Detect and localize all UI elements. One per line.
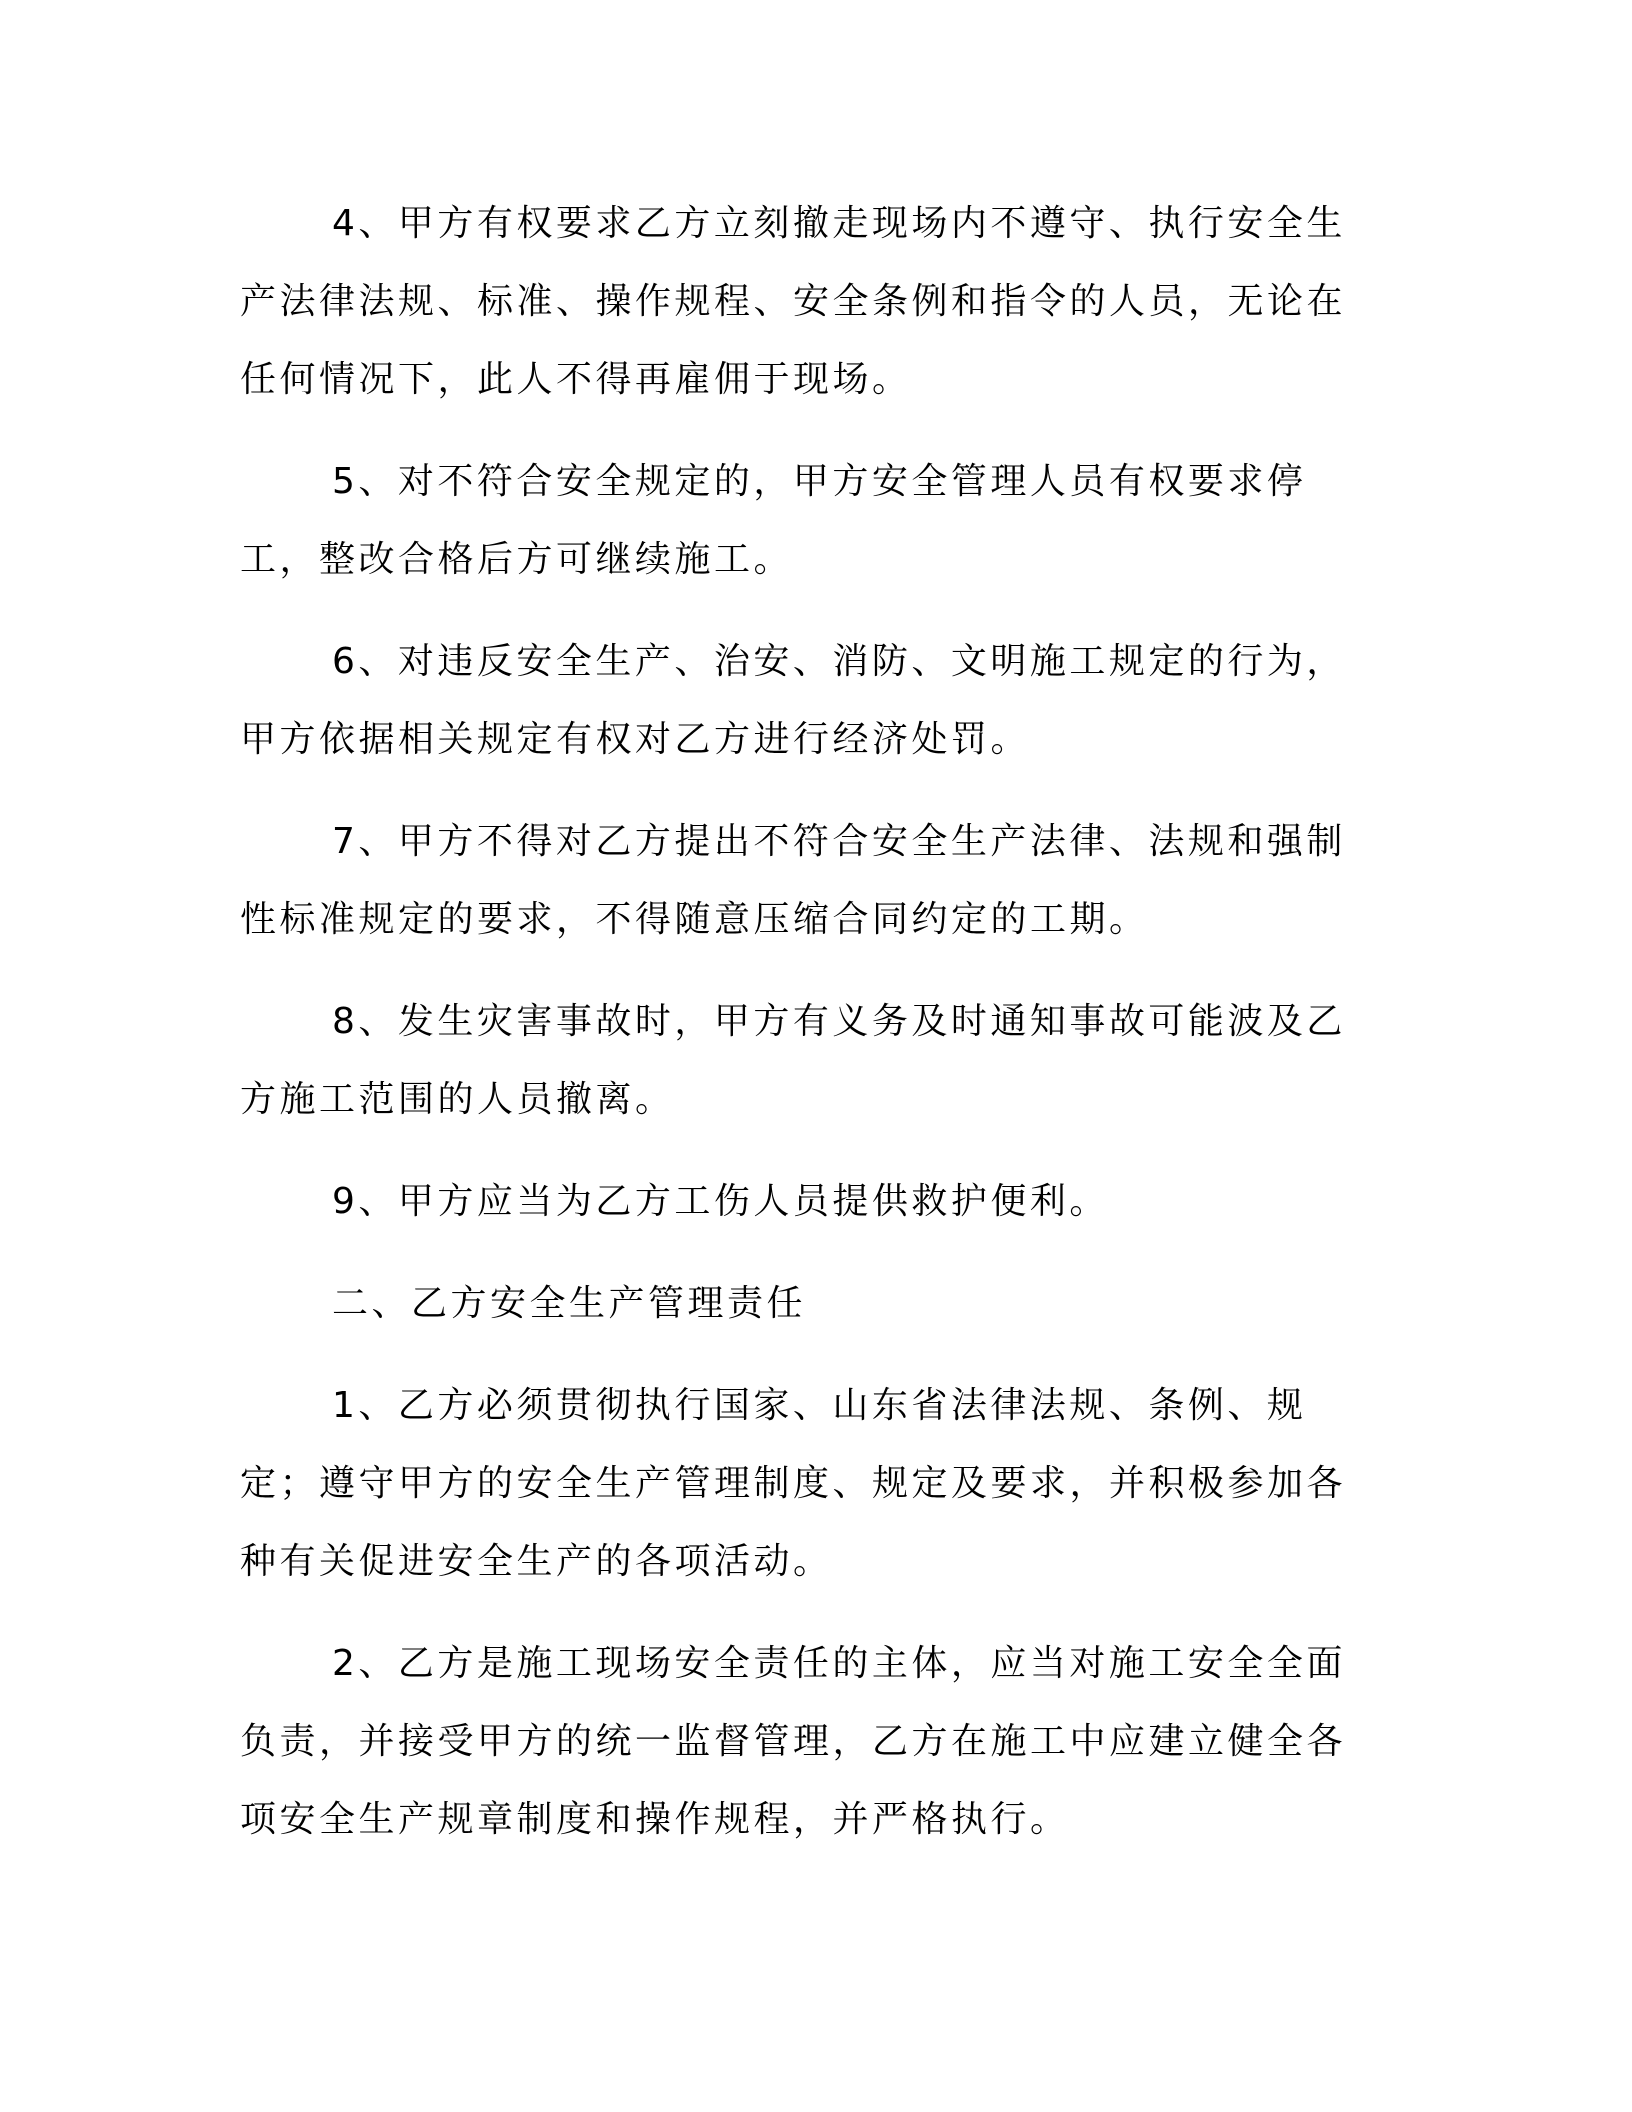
paragraph-item-9: 9、甲方应当为乙方工伤人员提供救护便利。 (332, 1181, 1109, 1222)
paragraph-party-b-item-1: 1、乙方必须贯彻执行国家、山东省法律法规、条例、规定；遵守甲方的安全生产管理制度、规定及要求，并积极参加各种有关促进安全生产的各项活动。 (240, 1385, 1347, 1582)
paragraph-item-7: 7、甲方不得对乙方提出不符合安全生产法律、法规和强制性标准规定的要求，不得随意压缩合同约定的工期。 (240, 821, 1346, 940)
document-body (240, 185, 1360, 1859)
paragraph-item-5: 5、对不符合安全规定的，甲方安全管理人员有权要求停工，整改合格后方可继续施工。 (240, 461, 1307, 580)
paragraph-item-6: 6、对违反安全生产、治安、消防、文明施工规定的行为，甲方依据相关规定有权对乙方进行经济处罚。 (240, 641, 1346, 760)
paragraph-item-8: 8、发生灾害事故时，甲方有义务及时通知事故可能波及乙方施工范围的人员撤离。 (240, 1001, 1346, 1120)
section-heading-party-b-responsibility: 二、乙方安全生产管理责任 (332, 1283, 807, 1324)
paragraph-item-4: 4、甲方有权要求乙方立刻撤走现场内不遵守、执行安全生产法律法规、标准、操作规程、安全条例和指令的人员，无论在任何情况下，此人不得再雇佣于现场。 (240, 203, 1347, 400)
paragraph-party-b-item-2: 2、乙方是施工现场安全责任的主体，应当对施工安全全面负责，并接受甲方的统一监督管理，乙方在施工中应建立健全各项安全生产规章制度和操作规程，并严格执行。 (240, 1643, 1347, 1840)
